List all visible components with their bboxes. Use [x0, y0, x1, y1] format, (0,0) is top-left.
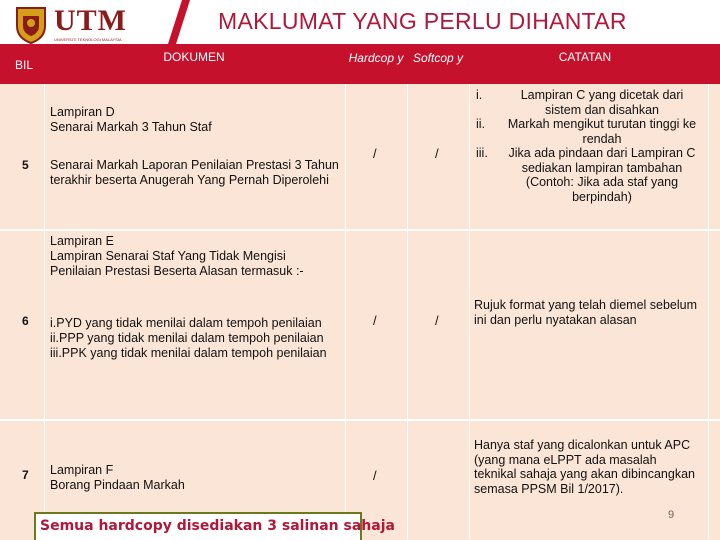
logo-text: UTM: [54, 4, 127, 37]
header-dokumen: DOKUMEN: [163, 50, 225, 64]
header-softcopy: Softcop y: [412, 51, 464, 65]
column-divider: [345, 84, 346, 540]
utm-crest-icon: [14, 6, 48, 44]
row-number: 5: [22, 158, 29, 172]
page-number: 9: [668, 509, 675, 521]
row-divider: [0, 229, 720, 231]
hardcopy-mark: /: [373, 146, 377, 161]
note-item: i. Lampiran C yang dicetak dari sistem dan disahkan: [476, 88, 684, 117]
document-title: Lampiran D Senarai Markah 3 Tahun Staf: [50, 105, 212, 134]
softcopy-mark: /: [435, 313, 439, 328]
note-item: ii. Markah mengikut turutan tinggi ke rendah: [476, 117, 697, 146]
document-detail: Senarai Markah Laporan Penilaian Prestasi 3 Tahun terakhir beserta Anugerah Yang Pernah Diperolehi: [50, 158, 339, 187]
header-hardcopy: Hardcop y: [348, 51, 404, 65]
row-divider: [0, 419, 720, 421]
notes-list: [476, 88, 702, 204]
document-title: Lampiran F Borang Pindaan Markah: [50, 463, 185, 492]
hardcopy-mark: /: [373, 468, 377, 483]
document-detail: i.PYD yang tidak menilai dalam tempoh penilaian ii.PPP yang tidak menilai dalam tempoh penilaian iii.PPK yang tidak menilai dalam tempoh penilaian: [50, 316, 327, 360]
document-title: Lampiran E Lampiran Senarai Staf Yang Tidak Mengisi Penilaian Prestasi Beserta Alasan termasuk :-: [50, 234, 304, 278]
footer-note-box: [34, 512, 395, 540]
utm-logo: [14, 6, 164, 46]
column-divider: [44, 84, 45, 540]
footer-note: Semua hardcopy disediakan 3 salinan sahaja: [40, 518, 395, 534]
column-divider: [708, 84, 709, 540]
header-catatan: CATATAN: [558, 50, 612, 64]
row-number: 7: [22, 468, 29, 482]
column-divider: [407, 84, 408, 540]
note-text: Hanya staf yang dicalonkan untuk APC (yang mana eLPPT ada masalah teknikal sahaja yang akan dibincangkan semasa PPSM Bil 1/2017).: [474, 438, 695, 496]
header-bil: BIL: [14, 58, 33, 72]
hardcopy-mark: /: [373, 313, 377, 328]
title-slash-decoration: [168, 0, 190, 44]
page-title: MAKLUMAT YANG PERLU DIHANTAR: [218, 8, 627, 34]
column-divider: [469, 84, 470, 540]
note-item: iii. Jika ada pindaan dari Lampiran C sediakan lampiran tambahan (Contoh: Jika ada staf yang berpindah): [476, 146, 696, 204]
note-text: Rujuk format yang telah diemel sebelum ini dan perlu nyatakan alasan: [474, 298, 698, 327]
row-number: 6: [22, 314, 29, 328]
logo-subtext: UNIVERSITI TEKNOLOGI MALAYSIA: [54, 37, 122, 42]
table-header: [0, 44, 720, 84]
softcopy-mark: /: [435, 146, 439, 161]
